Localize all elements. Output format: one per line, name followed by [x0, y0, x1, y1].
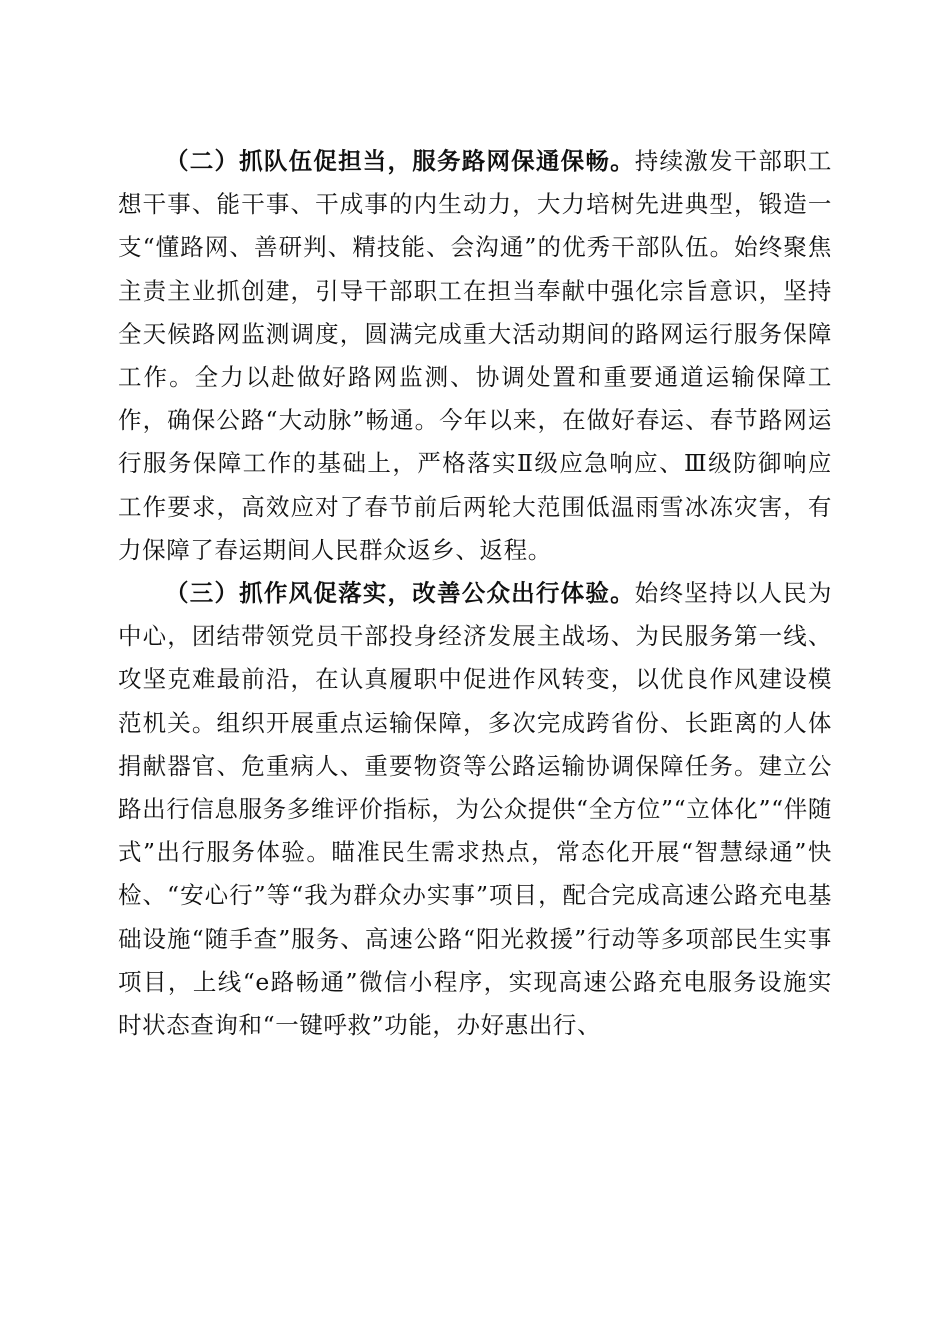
- paragraph-heading: （二）抓队伍促担当，服务路网保通保畅。: [165, 147, 635, 175]
- paragraph-heading: （三）抓作风促落实，改善公众出行体验。: [165, 579, 635, 608]
- paragraph-work-style: [118, 572, 832, 1047]
- paragraph-body: 始终坚持以人民为中心，团结带领党员干部投身经济发展主战场、为民服务第一线、攻坚克难最前沿，在认真履职中促进作风转变，以优良作风建设模范机关。组织开展重点运输保障，多次完成跨省份、长距离的人体捐献器官、危重病人、重要物资等公路运输协调保障任务。建立公路出行信息服务多维评价指标，为公众提供“全方位”“立体化”“伴随式”出行服务体验。瞄准民生需求热点，常态化开展“智慧绿通”快检、“安心行”等“我为群众办实事”项目，配合完成高速公路充电基础设施“随手查”服务、高速公路“阳光救援”行动等多项部民生实事项目，上线“e路畅通”微信小程序，实现高速公路充电服务设施实时状态查询和“一键呼救”功能，办好惠出行、: [118, 579, 832, 1040]
- document-body: [118, 140, 832, 1047]
- paragraph-team-building: [118, 140, 832, 572]
- paragraph-body: 持续激发干部职工想干事、能干事、干成事的内生动力，大力培树先进典型，锻造一支“懂路网、善研判、精技能、会沟通”的优秀干部队伍。始终聚焦主责主业抓创建，引导干部职工在担当奉献中强化宗旨意识，坚持全天候路网监测调度，圆满完成重大活动期间的路网运行服务保障工作。全力以赴做好路网监测、协调处置和重要通道运输保障工作，确保公路“大动脉”畅通。今年以来，在做好春运、春节路网运行服务保障工作的基础上，严格落实Ⅱ级应急响应、Ⅲ级防御响应工作要求，高效应对了春节前后两轮大范围低温雨雪冰冻灾害，有力保障了春运期间人民群众返乡、返程。: [118, 147, 832, 564]
